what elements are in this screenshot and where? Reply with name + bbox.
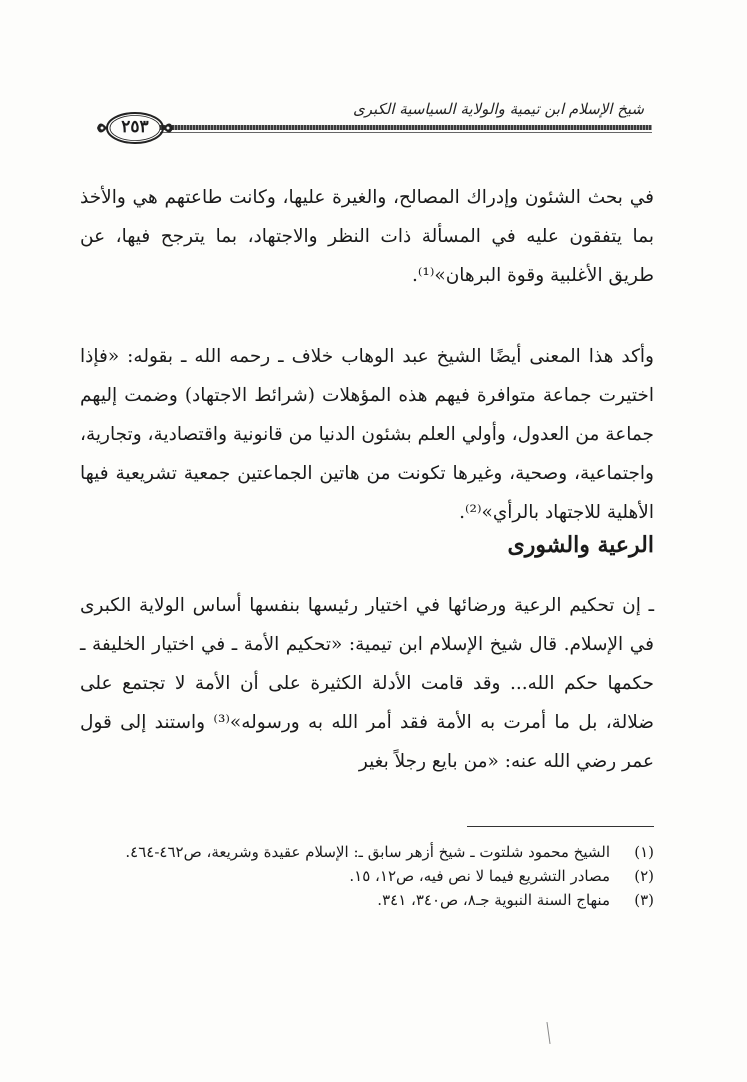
footnotes [80, 840, 654, 912]
header-decorative-rule [160, 125, 652, 130]
paragraph-3 [80, 586, 654, 781]
footnote-item [80, 864, 654, 888]
paragraph-2-text: وأكد هذا المعنى أيضًا الشيخ عبد الوهاب خلاف ـ رحمه الله ـ بقوله: «فإذا اختيرت جماعة متوافرة فيهم هذه المؤهلات (شرائط الاجتهاد) وضمت إليهم جماعة من العدول، وأولي العلم بشئون الدنيا من قانونية واقتصادية، وتجارية، واجتماعية، وصحية، وغيرها تكونت من هاتين الجماعتين جمعية تشريعية فيها الأهلية للاجتهاد بالرأي»⁽²⁾. [80, 346, 654, 523]
footnote-item [80, 840, 654, 864]
section-heading: الرعية والشورى [507, 532, 654, 558]
paragraph-3-text: ـ إن تحكيم الرعية ورضائها في اختيار رئيسها بنفسها أساس الولاية الكبرى في الإسلام. قال شيخ الإسلام ابن تيمية: «تحكيم الأمة ـ في اختيار الخليفة ـ حكمها حكم الله... وقد قامت الأدلة الكثيرة على أن الأمة لا تجتمع على ضلالة، بل ما أمرت به الأمة فقد أمر الله به ورسوله»⁽³⁾ واستند إلى قول عمر رضي الله عنه: «من بايع رجلاً بغير [80, 595, 654, 772]
page-number-ornament [96, 108, 174, 148]
paragraph-2 [80, 337, 654, 532]
paragraph-1-text: في بحث الشئون وإدراك المصالح، والغيرة عليها، وكانت طاعتهم هي والأخذ بما يتفقون عليه في المسألة ذات النظر والاجتهاد، بما يترجح فيها، عن طريق الأغلبية وقوة البرهان»⁽¹⁾. [80, 187, 654, 286]
footnote-text: الشيخ محمود شلتوت ـ شيخ أزهر سابق ـ: الإسلام عقيدة وشريعة، ص٤٦٢-٤٦٤. [125, 843, 610, 861]
stray-pen-mark [546, 1022, 550, 1044]
paragraph-1 [80, 178, 654, 295]
running-title: شيخ الإسلام ابن تيمية والولاية السياسية الكبرى [352, 100, 644, 118]
footnote-item [80, 888, 654, 912]
footnote-text: مصادر التشريع فيما لا نص فيه، ص١٢، ١٥. [349, 867, 610, 885]
page-header [96, 96, 652, 156]
footnote-number: (٢) [634, 867, 654, 885]
footnote-number: (٣) [634, 891, 654, 909]
footnote-text: منهاج السنة النبوية جـ٨، ص٣٤٠، ٣٤١. [377, 891, 610, 909]
header-thin-rule [160, 132, 652, 133]
page-number: ٢٥٣ [121, 117, 149, 137]
footnote-number: (١) [634, 843, 654, 861]
footnote-separator [467, 826, 654, 827]
